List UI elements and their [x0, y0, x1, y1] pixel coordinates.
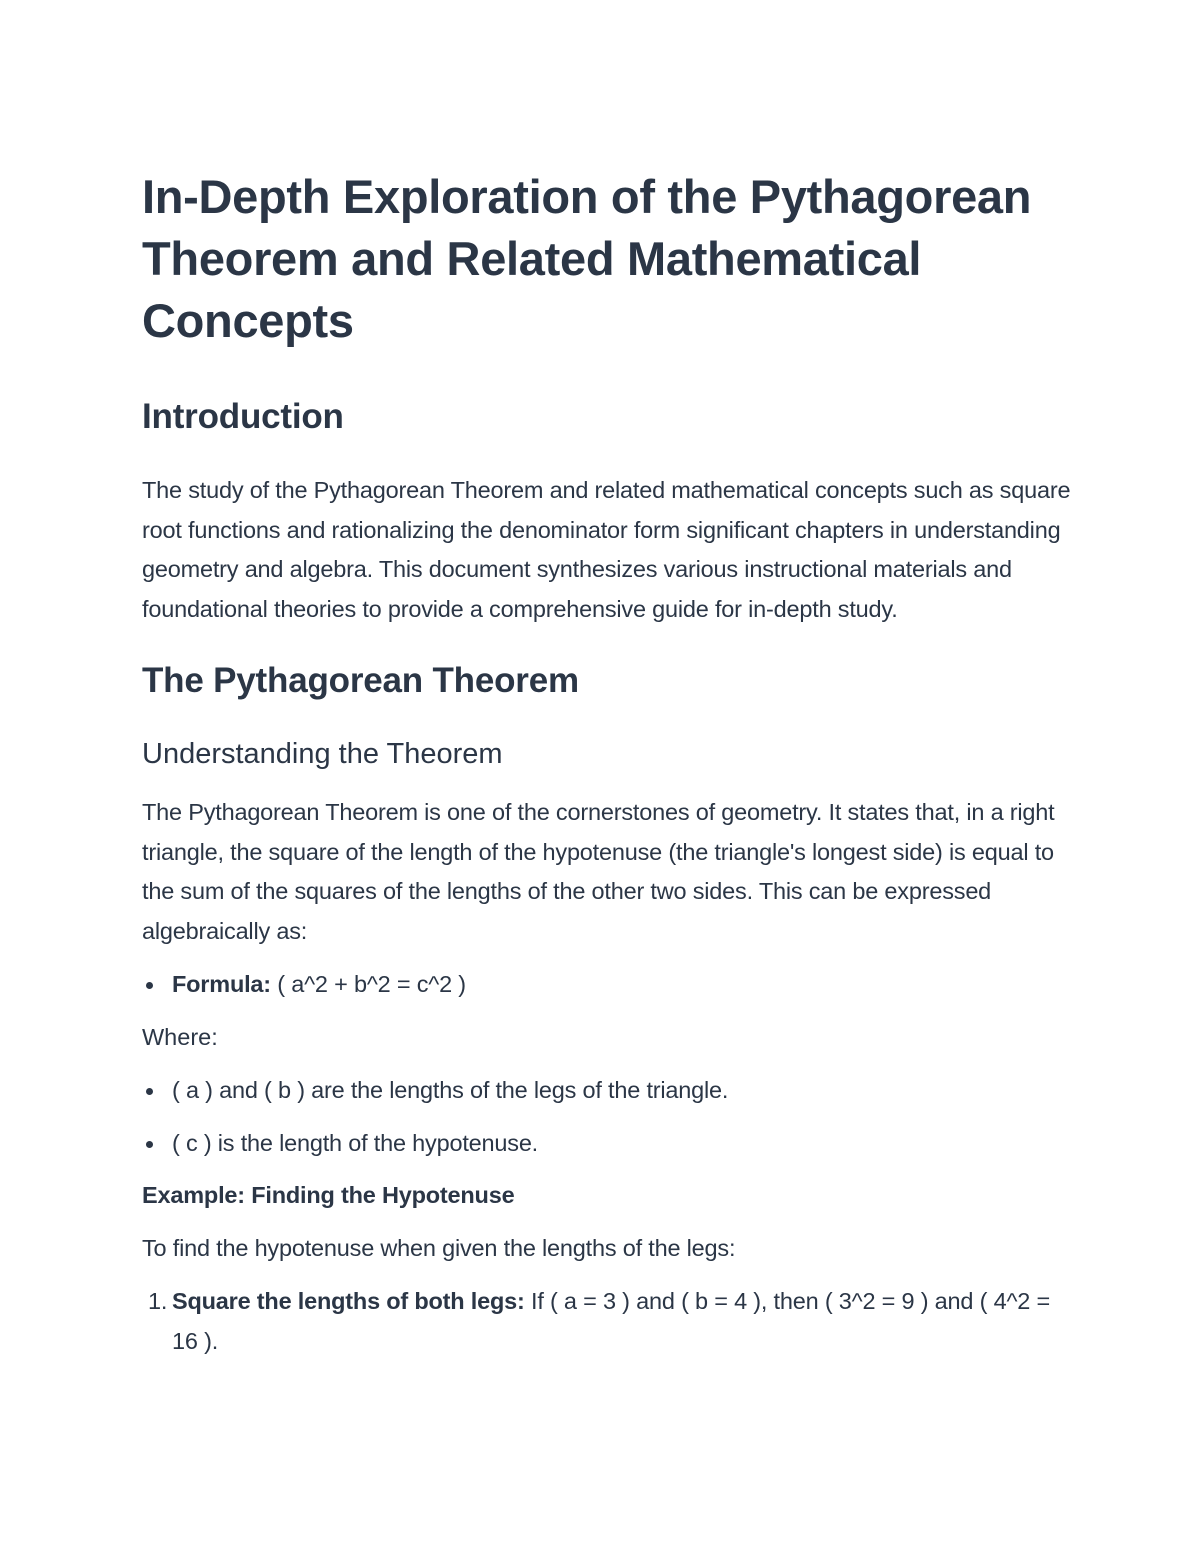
document-page [142, 166, 1072, 1361]
step-bold-text: Square the lengths of both legs: [172, 1288, 525, 1314]
example-heading: Example: Finding the Hypotenuse [142, 1182, 515, 1208]
formula-list [142, 965, 1072, 1005]
theorem-heading: The Pythagorean Theorem [142, 661, 579, 700]
definition-item [142, 1124, 1072, 1164]
formula-item [142, 965, 1072, 1005]
example-steps [142, 1281, 1072, 1361]
step-text: If ( a = 3 ) and ( b = 4 ), then ( 3^2 = 9 ) and ( 4^2 = 16 ). [172, 1288, 1050, 1354]
step-number: 1. [148, 1288, 168, 1314]
definition-text: ( c ) is the length of the hypotenuse. [172, 1129, 539, 1156]
document-title: In-Depth Exploration of the Pythagorean Theorem and Related Mathematical Concepts [142, 170, 1032, 347]
formula-value: ( a^2 + b^2 = c^2 ) [277, 971, 466, 997]
definitions-list [142, 1071, 1072, 1163]
where-label: Where: [142, 1023, 218, 1050]
step-item [142, 1281, 1072, 1361]
definition-text: ( a ) and ( b ) are the lengths of the legs of the triangle. [172, 1077, 729, 1103]
definition-item [142, 1071, 1072, 1111]
bullet-icon [146, 1141, 153, 1148]
introduction-heading: Introduction [142, 397, 344, 436]
understanding-subheading: Understanding the Theorem [142, 738, 503, 770]
bullet-icon [146, 982, 153, 989]
formula-label: Formula: [172, 971, 271, 997]
bullet-icon [146, 1088, 153, 1095]
introduction-paragraph: The study of the Pythagorean Theorem and related mathematical concepts such as square root functions and rationalizing the denominator form significant chapters in understanding geometry and algebra. This document synthesizes various instructional materials and foundational theories to provide a comprehensive guide for in-depth study. [142, 477, 1071, 622]
example-intro: To find the hypotenuse when given the lengths of the legs: [142, 1234, 736, 1261]
theorem-paragraph: The Pythagorean Theorem is one of the cornerstones of geometry. It states that, in a right triangle, the square of the length of the hypotenuse (the triangle's longest side) is equal to the sum of the squares of the lengths of the other two sides. This can be expressed algebraically as: [142, 799, 1055, 944]
